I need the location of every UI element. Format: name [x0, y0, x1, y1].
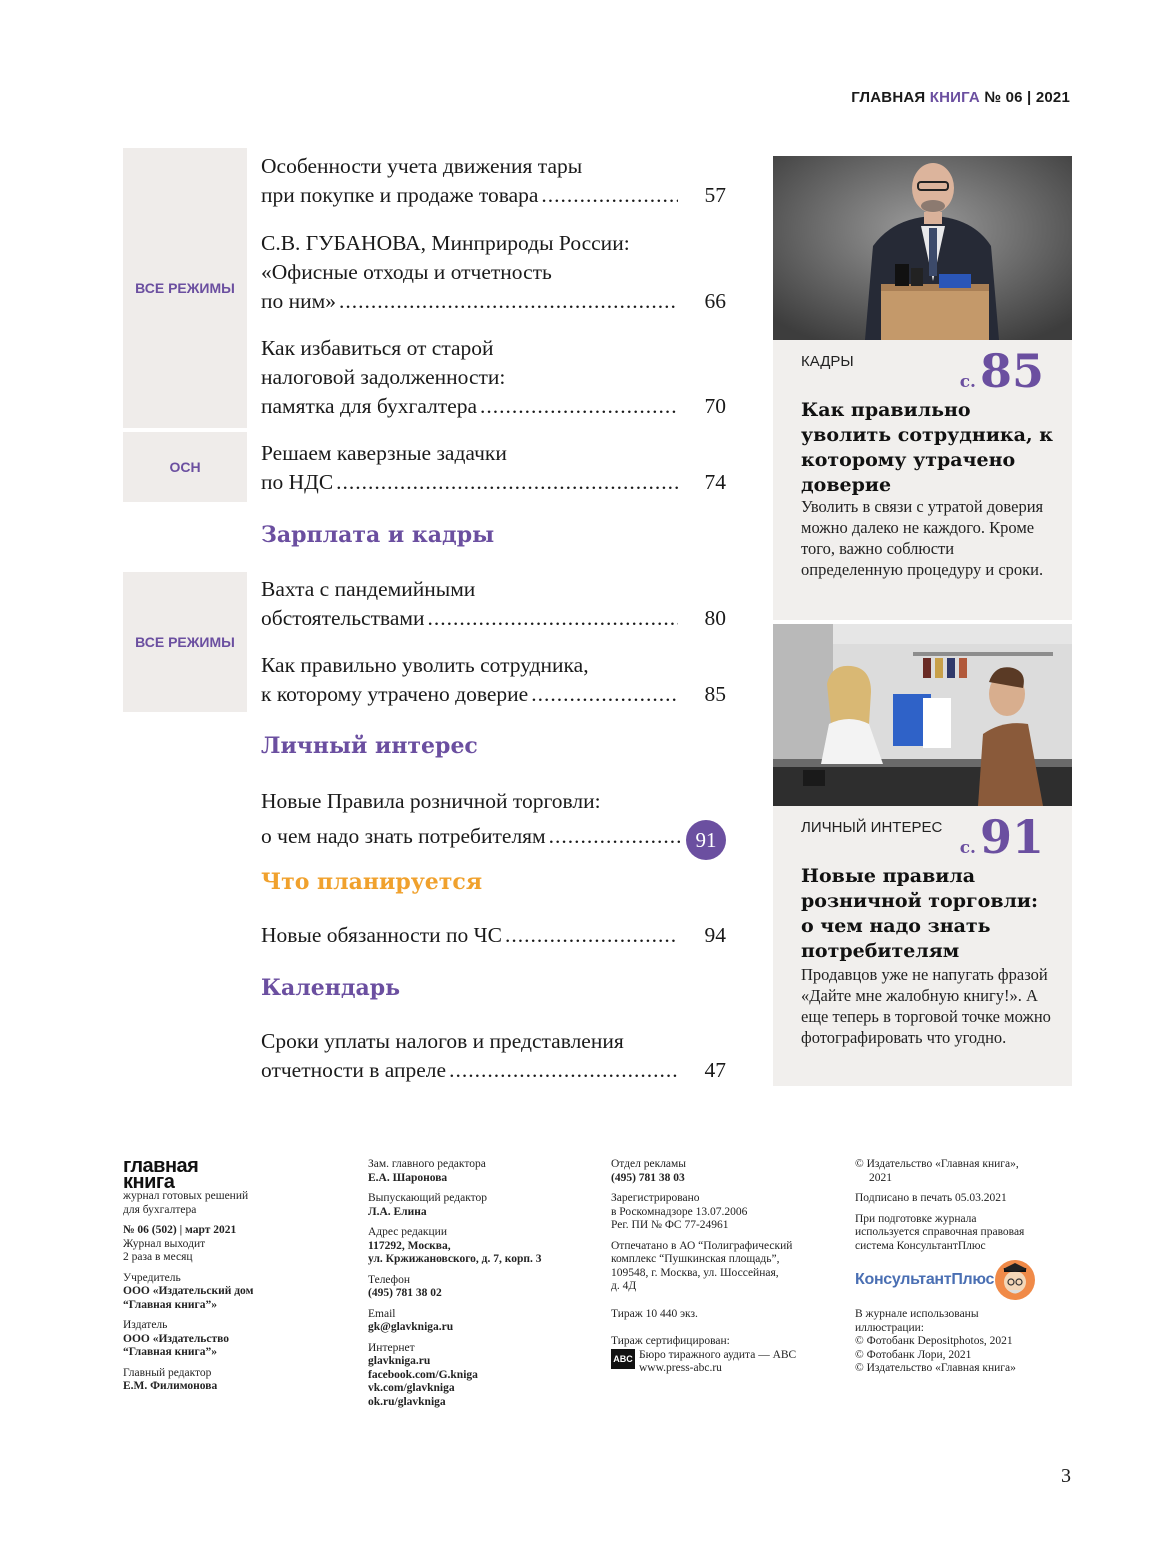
page-number: 3 — [1061, 1465, 1071, 1487]
reg-line: Зарегистрировано — [611, 1192, 700, 1204]
issue-number: № 06 | 2021 — [984, 89, 1070, 106]
toc-line: о чем надо знать потребителям — [261, 823, 546, 848]
leader-dots — [549, 822, 680, 851]
leader-dots — [339, 287, 678, 316]
ads-label: Отдел рекламы — [611, 1158, 687, 1170]
toc-line: при покупке и продаже товара — [261, 183, 539, 207]
magazine-logo: главная книга — [123, 1155, 199, 1193]
feature-card-hr[interactable] — [773, 340, 1072, 620]
deputy: Е.А. Шаронова — [368, 1171, 448, 1184]
imprint-col-2 — [368, 1158, 598, 1409]
web-link[interactable]: facebook.com/G.kniga — [368, 1368, 478, 1381]
card-page-number: с.85 — [959, 344, 1044, 398]
photo-man-with-box — [773, 156, 1072, 340]
card-text: Уволить в связи с утратой доверия можно далеко не каждого. Кроме того, важно соблюсти определенную процедуру и сроки. — [801, 497, 1044, 579]
toc-line: Новые Правила розничной торговли: — [261, 789, 601, 813]
card-rubric: ЛИЧНЫЙ ИНТЕРЕС — [801, 819, 943, 836]
publisher-label: Издатель — [123, 1319, 168, 1331]
toc-line: Как избавиться от старой — [261, 336, 494, 360]
section-heading: Календарь — [261, 975, 401, 1001]
toc-page: 47 — [704, 1058, 726, 1082]
email-link[interactable]: gk@glavkniga.ru — [368, 1321, 454, 1333]
web-link[interactable]: glavkniga.ru — [368, 1355, 431, 1367]
toc-page: 70 — [704, 394, 726, 418]
desc-line: для бухгалтера — [123, 1203, 197, 1216]
freq-line: Журнал выходит — [123, 1237, 206, 1250]
web-link[interactable]: ok.ru/glavkniga — [368, 1395, 446, 1408]
deputy-label: Зам. главного редактора — [368, 1158, 486, 1170]
phone: (495) 781 38 02 — [368, 1287, 442, 1299]
founder: ООО «Издательский дом — [123, 1285, 254, 1297]
toc-line: по ним» — [261, 289, 336, 313]
toc-line: Вахта с пандемийными — [261, 577, 476, 601]
toc-page: 94 — [704, 923, 726, 947]
card-title: Новые правила розничной торговли: о чем надо знать потребителям — [801, 865, 1039, 962]
reg-line: в Роскомнадзоре 13.07.2006 — [611, 1205, 748, 1218]
toc-line: налоговой задолженности: — [261, 365, 506, 389]
toc-entry[interactable] — [261, 1027, 726, 1085]
leader-dots — [541, 181, 678, 210]
cert-link[interactable]: www.press-abc.ru — [639, 1362, 722, 1374]
section-heading: Личный интерес — [261, 733, 478, 759]
freq-line: 2 раза в месяц — [123, 1251, 193, 1263]
tag-all-regimes-2: ВСЕ РЕЖИМЫ — [123, 572, 247, 712]
issue-line: № 06 (502) | март 2021 — [123, 1224, 237, 1236]
illus-line: В журнале использованы — [855, 1308, 979, 1320]
signed-date: Подписано в печать 05.03.2021 — [855, 1192, 1007, 1204]
desc-line: журнал готовых решений — [123, 1190, 249, 1202]
toc-page: 66 — [704, 289, 726, 313]
abc-logo-icon: ABC — [611, 1349, 635, 1369]
address-label: Адрес редакции — [368, 1226, 447, 1238]
kp-note: При подготовке журнала — [855, 1212, 977, 1225]
card-title: Как правильно уволить сотрудника, к которому утрачено доверие — [801, 399, 1053, 496]
print-line: комплекс “Пушкинская площадь”, — [611, 1253, 780, 1265]
publisher: ООО «Издательство — [123, 1332, 230, 1345]
address: ул. Кржижановского, д. 7, корп. 3 — [368, 1253, 542, 1265]
tag-all-regimes: ВСЕ РЕЖИМЫ — [123, 148, 247, 428]
leader-dots — [449, 1056, 678, 1085]
toc-entry[interactable] — [261, 787, 726, 856]
toc-line: обстоятельствами — [261, 606, 425, 630]
toc-entry[interactable] — [261, 229, 726, 316]
leader-dots — [505, 921, 678, 950]
toc-page-badge: 91 — [686, 820, 726, 860]
publisher: “Главная книга”» — [123, 1346, 218, 1358]
illus-line: © Издательство «Главная книга» — [855, 1362, 1016, 1374]
founder: “Главная книга”» — [123, 1298, 218, 1311]
tag-osn: ОСН — [123, 432, 247, 502]
web-link[interactable]: vk.com/glavkniga — [368, 1382, 455, 1394]
toc-line: памятка для бухгалтера — [261, 394, 478, 418]
toc-line: по НДС — [261, 470, 334, 494]
address: 117292, Москва, — [368, 1239, 451, 1252]
imprint-col-3 — [611, 1158, 836, 1376]
toc-line: «Офисные отходы и отчетность — [261, 260, 552, 284]
ads-phone: (495) 781 38 03 — [611, 1171, 685, 1184]
professor-mascot-icon — [994, 1259, 1036, 1301]
web-label: Интернет — [368, 1341, 415, 1354]
toc-line: С.В. ГУБАНОВА, Минприроды России: — [261, 231, 630, 255]
leader-dots — [480, 392, 678, 421]
editor-label: Главный редактор — [123, 1366, 212, 1379]
toc-page: 85 — [704, 682, 726, 706]
email-label: Email — [368, 1307, 396, 1320]
brand-part1: ГЛАВНАЯ — [851, 89, 926, 106]
imprint-col-4 — [855, 1158, 1070, 1376]
consultant-plus-logo: КонсультантПлюс — [855, 1259, 1070, 1301]
section-heading: Что планируется — [261, 869, 483, 895]
toc-page: 80 — [704, 606, 726, 630]
brand-part2: КНИГА — [929, 89, 980, 106]
print-run: Тираж 10 440 экз. — [611, 1307, 698, 1320]
running-header — [851, 89, 1070, 106]
cert-label: Тираж сертифицирован: — [611, 1335, 730, 1347]
feature-card-personal[interactable] — [773, 806, 1072, 1086]
release-label: Выпускающий редактор — [368, 1192, 488, 1204]
toc-line: Решаем каверзные задачки — [261, 441, 507, 465]
leader-dots — [336, 468, 678, 497]
toc-page: 74 — [704, 470, 726, 494]
toc-entry[interactable] — [261, 575, 726, 633]
illus-line: иллюстрации: — [855, 1321, 925, 1334]
print-line: Отпечатано в АО “Полиграфический — [611, 1239, 793, 1252]
leader-dots — [428, 604, 678, 633]
toc-entry[interactable] — [261, 651, 726, 709]
toc-entry[interactable] — [261, 152, 726, 210]
toc-line: Новые обязанности по ЧС — [261, 923, 502, 947]
kp-note: используется справочная правовая — [855, 1226, 1025, 1238]
card-page-number: с.91 — [959, 810, 1044, 864]
card-text: Продавцов уже не напугать фразой «Дайте мне жалобную книгу!». А еще теперь в торговой точке можно фотографировать что угодно. — [801, 965, 1051, 1047]
toc-page: 57 — [704, 183, 726, 207]
illus-line: © Фотобанк Лори, 2021 — [855, 1348, 972, 1361]
imprint-col-1 — [123, 1155, 333, 1394]
kp-note: система КонсультантПлюс — [855, 1239, 986, 1252]
card-rubric: КАДРЫ — [801, 353, 854, 370]
print-line: д. 4Д — [611, 1280, 637, 1292]
phone-label: Телефон — [368, 1273, 411, 1286]
toc-line: Как правильно уволить сотрудника, — [261, 653, 589, 677]
cert-line: Бюро тиражного аудита — ABC — [639, 1348, 797, 1361]
leader-dots — [531, 680, 678, 709]
release-editor: Л.А. Елина — [368, 1205, 427, 1218]
reg-line: Рег. ПИ № ФС 77-24961 — [611, 1219, 729, 1231]
toc-line: Особенности учета движения тары — [261, 154, 583, 178]
toc-entry[interactable] — [261, 921, 726, 950]
copyright: © Издательство «Главная книга», — [855, 1158, 1019, 1170]
founder-label: Учредитель — [123, 1271, 181, 1284]
section-heading: Зарплата и кадры — [261, 522, 495, 548]
illus-line: © Фотобанк Depositphotos, 2021 — [855, 1335, 1013, 1347]
editor: Е.М. Филимонова — [123, 1380, 218, 1392]
toc-entry[interactable] — [261, 334, 726, 421]
print-line: 109548, г. Москва, ул. Шоссейная, — [611, 1266, 779, 1279]
copyright: 2021 — [869, 1171, 892, 1184]
photo-shop-counter — [773, 624, 1072, 806]
toc-entry[interactable] — [261, 439, 726, 497]
toc-line: отчетности в апреле — [261, 1058, 447, 1082]
toc-line: к которому утрачено доверие — [261, 682, 529, 706]
toc-line: Сроки уплаты налогов и представления — [261, 1029, 624, 1053]
